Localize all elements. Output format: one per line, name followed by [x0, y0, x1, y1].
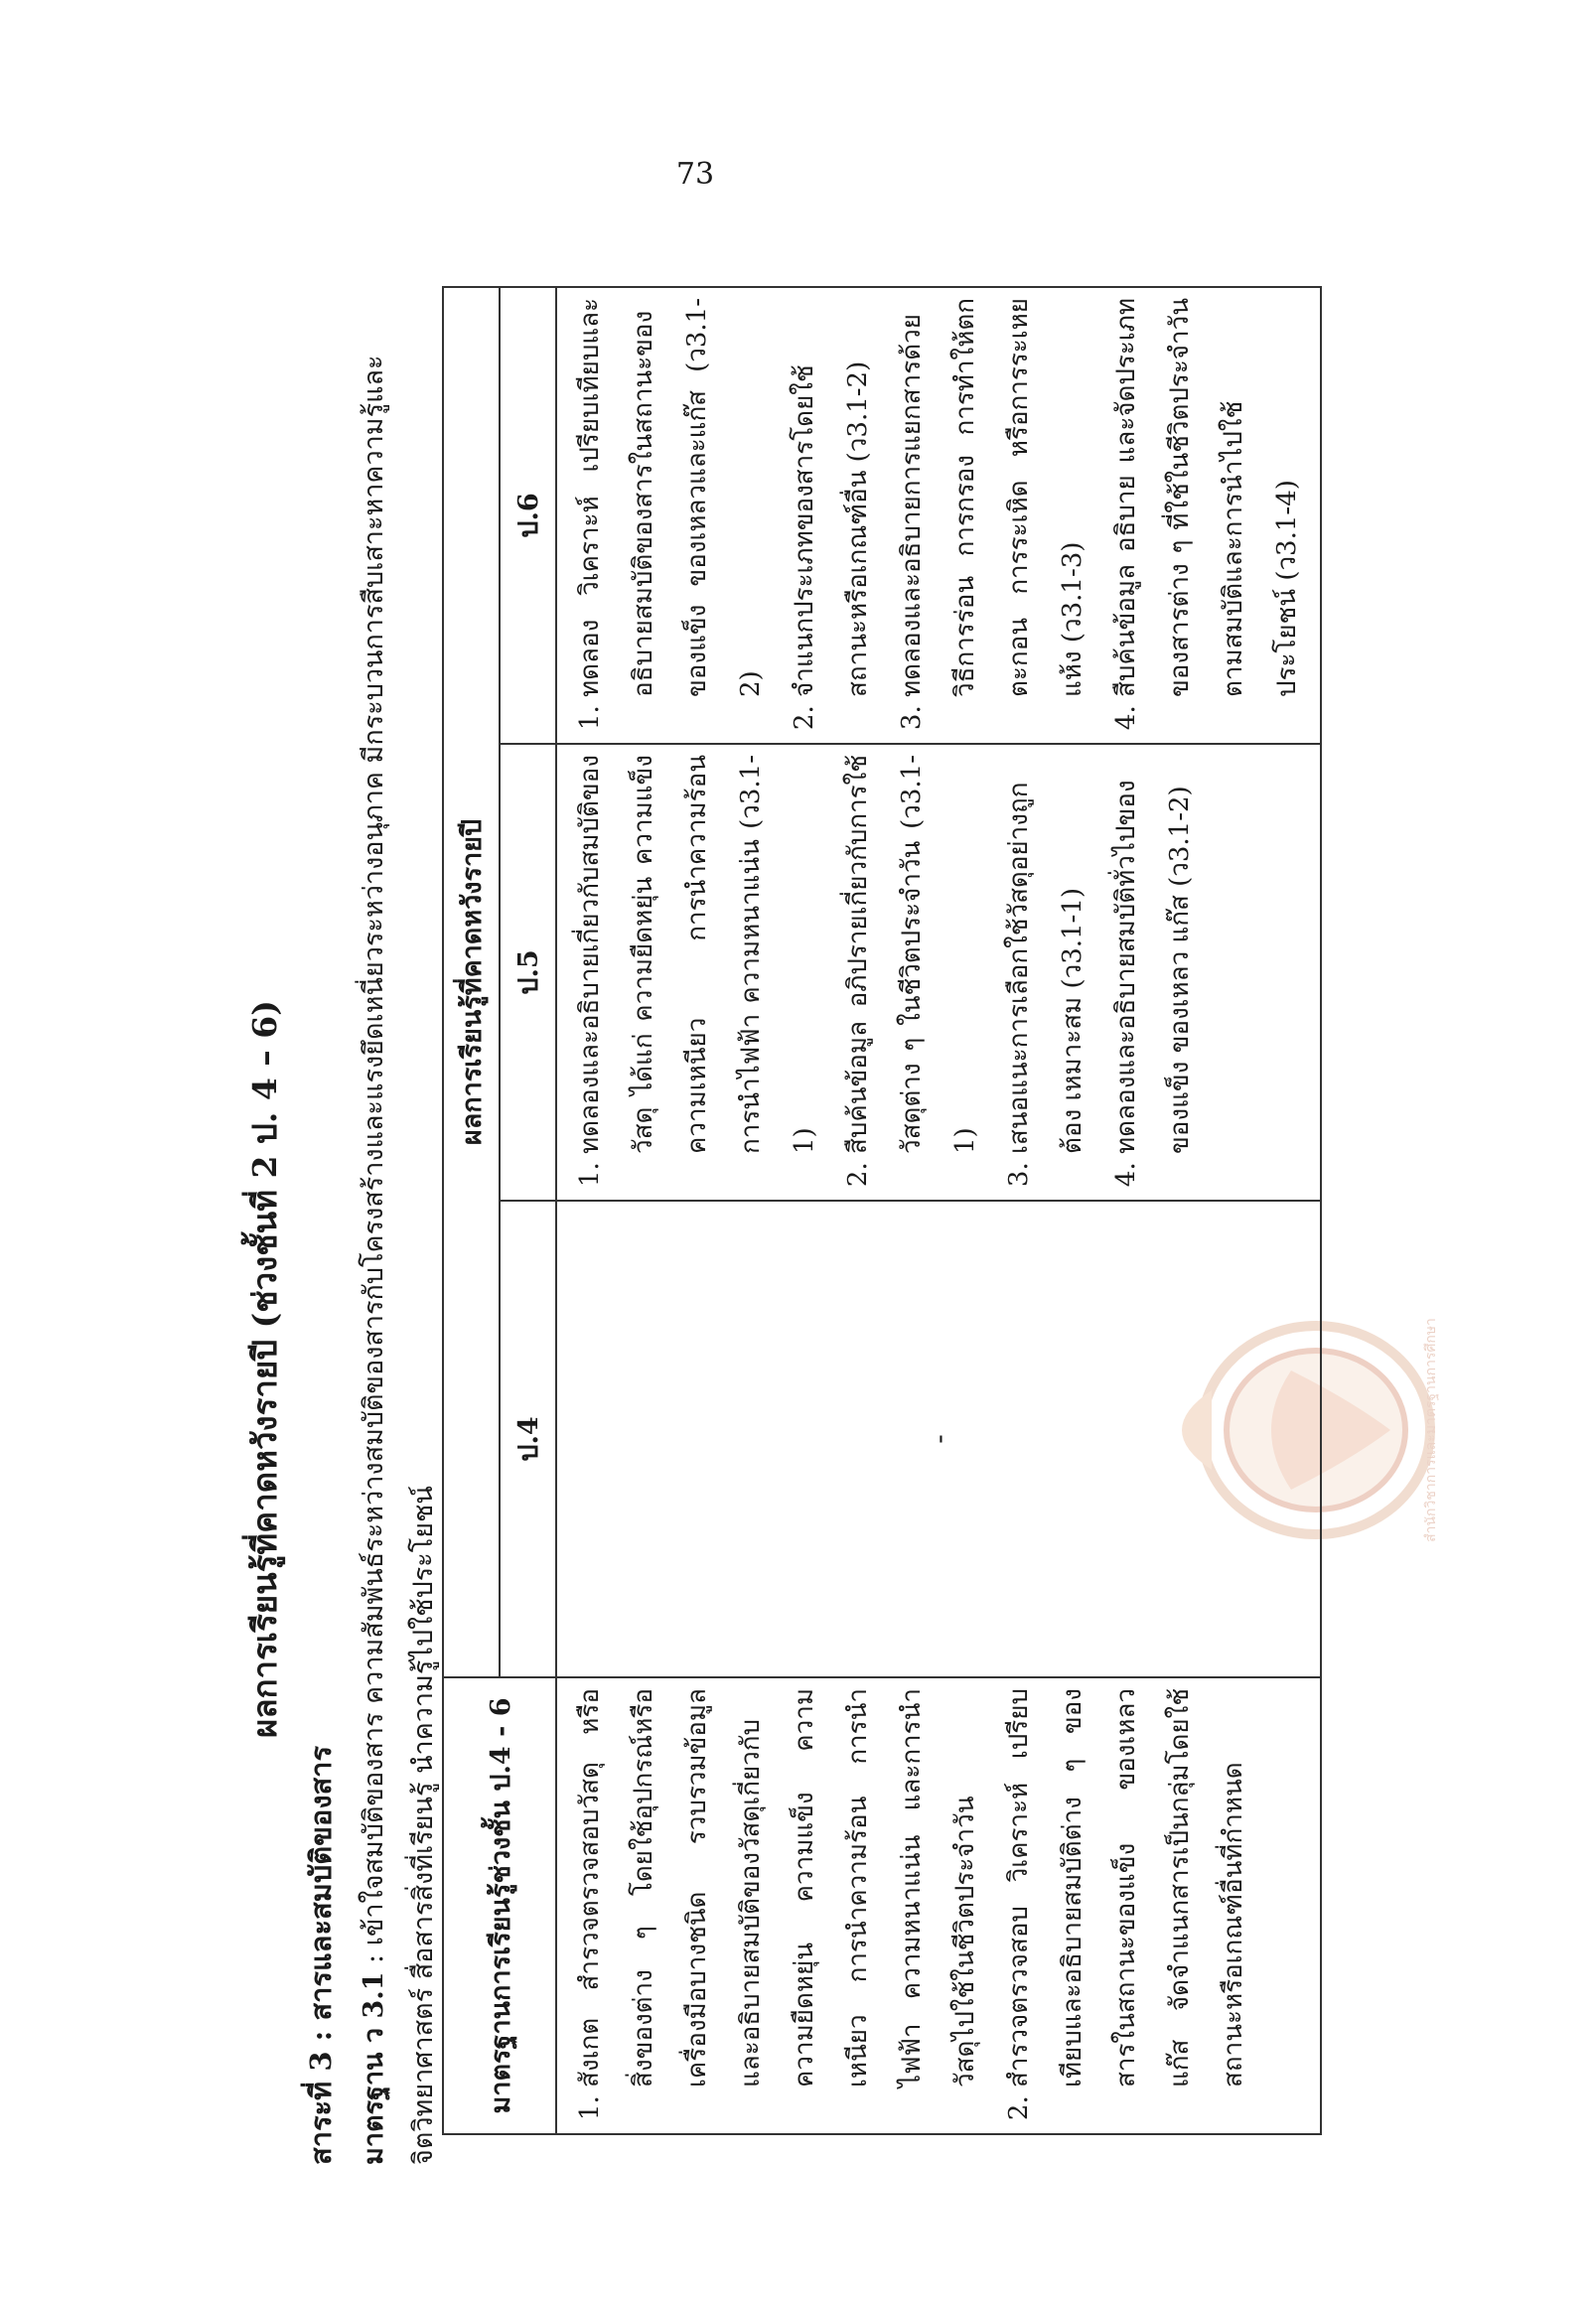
- grade-5-cell: [556, 744, 1321, 1201]
- list-item: 4. ทดลองและอธิบายสมบัติทั่วไปของของแข็ง ของเหลว แก๊ส (ว3.1-2): [1099, 755, 1207, 1154]
- list-item: 3. เสนอแนะการเลือกใช้วัสดุอย่างถูกต้อง เหมาะสม (ว3.1-1): [992, 755, 1099, 1154]
- header-standards: มาตรฐานการเรียนรู้ช่วงชั้น ป.4 - 6: [443, 1677, 556, 2134]
- grade-4-cell: -: [556, 1201, 1321, 1677]
- learning-outcomes-table: [442, 286, 1322, 2135]
- grade-6-cell: [556, 287, 1321, 744]
- header-grade-6: ป.6: [500, 287, 556, 744]
- header-grade-4: ป.4: [500, 1201, 556, 1677]
- emblem-watermark-text: สำนักวิชาการและมาตรฐานการศึกษา: [1423, 1318, 1439, 1542]
- standard-statement: [350, 298, 449, 2165]
- strand-heading: สาระที่ 3 : สารและสมบัติของสาร: [304, 1745, 338, 2165]
- list-item: 3. ทดลองและอธิบายการแยกสารด้วยวิธีการร่อน การกรอง การทำให้ตกตะกอน การระเหิด หรือการระเหยแห้ง (ว3.1-3): [885, 298, 1099, 697]
- header-grade-5: ป.5: [500, 744, 556, 1201]
- list-item: 2. สำรวจตรวจสอบ วิเคราะห์ เปรียบเทียบและอธิบายสมบัติต่าง ๆ ของสารในสถานะของแข็ง ของเหลว แก๊ส จัดจำแนกสารเป็นกลุ่มโดยใช้สถานะหรือเกณฑ์อื่นที่กำหนด: [992, 1688, 1260, 2087]
- list-item: 1. ทดลอง วิเคราะห์ เปรียบเทียบและอธิบายสมบัติของสารในสถานะของของแข็ง ของเหลวและแก๊ส (ว3.1-2): [563, 298, 778, 697]
- list-item: 2. สืบค้นข้อมูล อภิปรายเกี่ยวกับการใช้วัสดุต่าง ๆ ในชีวิตประจำวัน (ว3.1-1): [831, 755, 992, 1154]
- list-item: 1. สังเกต สำรวจตรวจสอบวัสดุ หรือสิ่งของต่าง ๆ โดยใช้อุปกรณ์หรือเครื่องมือบางชนิด รวบรวมข้อมูล และอธิบายสมบัติของวัสดุเกี่ยวกับความยืดหยุ่น ความแข็ง ความเหนียว การนำความร้อน การนำไฟฟ้า ความหนาแน่น และการนำวัสดุไปใช้ในชีวิตประจำวัน: [563, 1688, 992, 2087]
- rotated-content: [238, 278, 1439, 2165]
- page-title: ผลการเรียนรู้ที่คาดหวังรายปี (ช่วงชั้นที่ 2 ป. 4 – 6): [245, 1000, 284, 1738]
- list-item: 1. ทดลองและอธิบายเกี่ยวกับสมบัติของวัสดุ ได้แก่ ความยืดหยุ่น ความแข็ง ความเหนียว การนำความร้อน การนำไฟฟ้า ความหนาแน่น (ว3.1-1): [563, 755, 831, 1154]
- standard-label: มาตรฐาน ว 3.1: [359, 1971, 389, 2165]
- list-item: 2. จำแนกประเภทของสารโดยใช้สถานะหรือเกณฑ์อื่น (ว3.1-2): [778, 298, 885, 697]
- header-outcomes-group: ผลการเรียนรู้ที่คาดหวังรายปี: [443, 287, 500, 1677]
- standard-text: : เข้าใจสมบัติของสาร ความสัมพันธ์ระหว่างสมบัติของสารกับโครงสร้างและแรงยึดเหนี่ยวระหว่างอนุภาค มีกระบวนการสืบเสาะหาความรู้และจิตวิทยาศาสตร์ สื่อสารสิ่งที่เรียนรู้ นำความรู้ไปใช้ประโยชน์: [359, 355, 439, 2165]
- table-row: [556, 287, 1321, 2134]
- standards-cell: [556, 1677, 1321, 2134]
- page-number: 73: [675, 157, 715, 192]
- list-item: 4. สืบค้นข้อมูล อธิบาย และจัดประเภทของสารต่าง ๆ ที่ใช้ในชีวิตประจำวันตามสมบัติและการนำไปใช้ประโยชน์ (ว3.1-4): [1099, 298, 1314, 697]
